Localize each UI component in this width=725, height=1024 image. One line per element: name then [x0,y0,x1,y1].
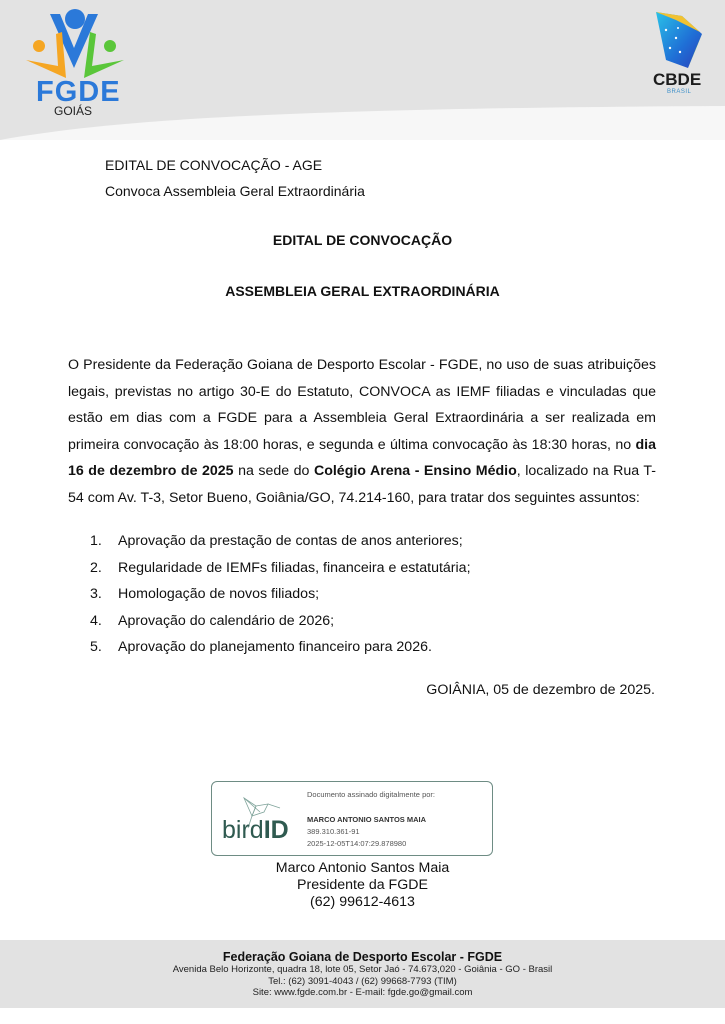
agenda-text: Regularidade de IEMFs filiadas, financeira e estatutária; [118,559,471,576]
fgde-logo-text: FGDE [36,76,121,108]
letterhead-header [0,0,725,140]
signature-signer-name: MARCO ANTONIO SANTOS MAIA [307,815,427,824]
signer-name: Marco Antonio Santos Maia [275,860,450,876]
birdid-logo [222,816,289,845]
agenda-number: 1. [90,533,102,549]
agenda-number: 4. [90,612,102,629]
footer-organization-name: Federação Goiana de Desporto Escolar - FGDE [222,950,503,964]
agenda-number: 2. [90,559,102,576]
letterhead-footer [0,940,725,1008]
cbde-logo-subtitle: BRASIL [667,89,692,95]
agenda-text: Aprovação do planejamento financeiro para 2026. [118,639,432,655]
birdid-logo-light: bird [222,816,264,844]
agenda-text: Homologação de novos filiados; [118,586,320,602]
agenda-text: Aprovação da prestação de contas de anos anteriores; [118,533,463,549]
signer-role: Presidente da FGDE [297,877,428,893]
agenda-list [90,528,471,661]
footer-contact: Site: www.fgde.com.br - E-mail: fgde.go@gmail.com [252,987,473,998]
document-label: EDITAL DE CONVOCAÇÃO - AGE [105,157,323,173]
signature-cpf: 389.310.361-91 [307,827,360,836]
agenda-item [90,581,471,608]
footer-phones: Tel.: (62) 3091-4043 / (62) 99668-7793 (TIM) [268,975,457,987]
signature-timestamp: 2025-12-05T14:07:29.878980 [307,839,407,848]
agenda-number: 5. [90,639,102,655]
convocation-paragraph [68,352,656,511]
digital-signature-stamp [211,781,493,856]
agenda-item [90,528,471,555]
paragraph-text: na sede do [233,463,314,479]
fgde-logo-subtitle: GOIÁS [54,104,93,118]
agenda-item [90,555,471,582]
signature-caption: Documento assinado digitalmente por: [307,790,435,799]
signer-phone: (62) 99612-4613 [310,894,415,910]
agenda-item [90,634,471,661]
meeting-venue: Colégio Arena - Ensino Médio [313,463,517,479]
birdid-logo-bold: ID [263,816,289,844]
agenda-number: 3. [90,586,102,602]
agenda-text: Aprovação do calendário de 2026; [118,612,335,629]
document-summary: Convoca Assembleia Geral Extraordinária [105,183,365,199]
paragraph-text: O Presidente da Federação Goiana de Desporto Escolar - FGDE, no uso de suas atribuições legais, previstas no artigo 30-E do Estatuto, CONVOCA as IEMF filiadas e vinculadas que estão em dias com a FGDE para a Assembleia Geral Extraordinária a ser realizada em primeira convocação às 18:00 horas, e segunda e última convocação às 18:30 horas, no [68,357,656,453]
document-subtitle: ASSEMBLEIA GERAL EXTRAORDINÁRIA [225,283,500,299]
agenda-item [90,608,471,635]
meeting-date: dia 16 de dezembro de 2025 [68,436,656,479]
document-title: EDITAL DE CONVOCAÇÃO [272,232,453,248]
place-date-line: GOIÂNIA, 05 de dezembro de 2025. [426,682,655,698]
footer-address: Avenida Belo Horizonte, quadra 18, lote 05, Setor Jaó - 74.673,020 - Goiânia - GO - Brasil [172,964,553,975]
paragraph-text: , localizado na Rua T-54 com Av. T-3, Setor Bueno, Goiânia/GO, 74.214-160, para tratar dos seguintes assuntos: [68,463,657,506]
cbde-logo-icon [652,8,708,74]
cbde-logo-text: CBDE [653,70,702,89]
